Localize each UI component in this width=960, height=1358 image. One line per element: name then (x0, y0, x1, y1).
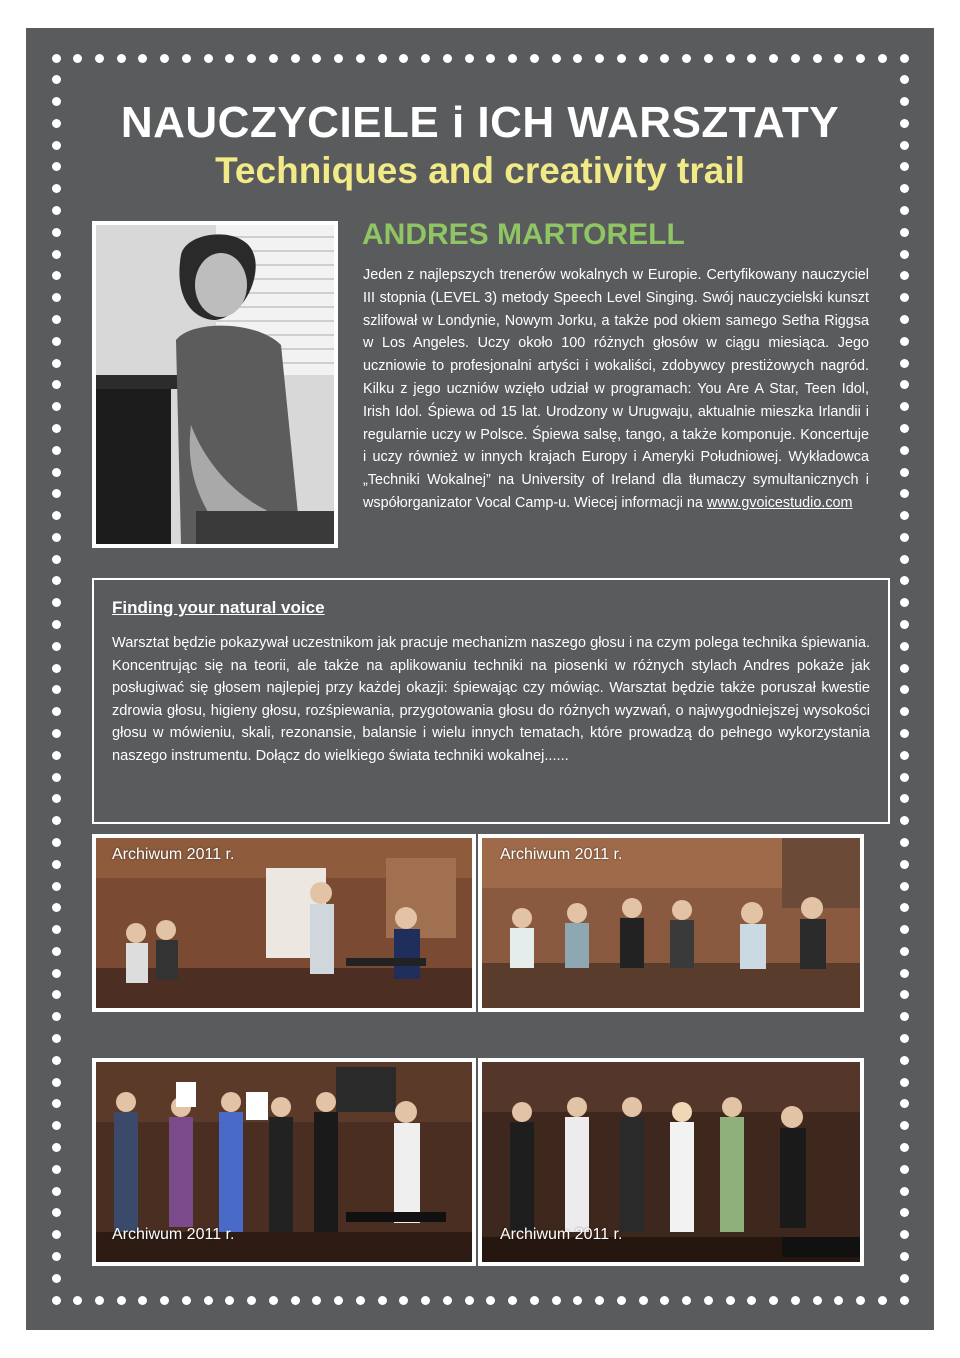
border-dot (900, 707, 909, 716)
page-subtitle: Techniques and creativity trail (215, 150, 745, 191)
border-dot (900, 838, 909, 847)
border-dot (52, 620, 61, 629)
border-dot (52, 1121, 61, 1130)
border-dot (573, 1296, 582, 1305)
border-dot (834, 54, 843, 63)
border-dot (52, 380, 61, 389)
border-dot (747, 1296, 756, 1305)
border-dot (900, 990, 909, 999)
border-dot (900, 1230, 909, 1239)
border-dot (900, 598, 909, 607)
border-dot (900, 947, 909, 956)
border-dot (900, 250, 909, 259)
border-dot (900, 882, 909, 891)
border-dot (900, 969, 909, 978)
border-dot (52, 664, 61, 673)
border-dot (95, 1296, 104, 1305)
teacher-name: ANDRES MARTORELL (362, 218, 685, 251)
photo-caption-3: Archiwum 2011 r. (112, 1226, 235, 1243)
border-dot (465, 54, 474, 63)
border-dot (52, 1252, 61, 1261)
border-dot (247, 1296, 256, 1305)
border-dot (269, 54, 278, 63)
border-dot (900, 685, 909, 694)
border-dot (595, 1296, 604, 1305)
border-dot (182, 1296, 191, 1305)
border-dot (900, 1078, 909, 1087)
border-dot (52, 359, 61, 368)
border-dot (813, 1296, 822, 1305)
border-dot (291, 54, 300, 63)
workshop-title: Finding your natural voice (112, 598, 325, 617)
border-dot (791, 54, 800, 63)
border-dot (160, 1296, 169, 1305)
border-dot (617, 54, 626, 63)
border-dot (52, 555, 61, 564)
border-dot (900, 576, 909, 585)
border-dot (52, 882, 61, 891)
photo-caption-2: Archiwum 2011 r. (500, 846, 623, 863)
border-dot (900, 380, 909, 389)
border-dot (465, 1296, 474, 1305)
border-dot (900, 424, 909, 433)
border-dot (900, 664, 909, 673)
border-dot (508, 54, 517, 63)
border-dot (530, 1296, 539, 1305)
border-dot (52, 1274, 61, 1283)
border-dot (312, 54, 321, 63)
border-dot (813, 54, 822, 63)
workshop-description: Warsztat będzie pokazywał uczestnikom jak pracuje mechanizm naszego głosu i na czym polega technika śpiewania. Koncentrując się na teorii, ale także na aplikowaniu techniki na piosenki w różnych stylach Andres pokaże jak posługiwać się głosem najlepiej przy każdej okazji: śpiewając czy mówiąc. Warsztat będzie także poruszał kwestie zdrowia głosu, higieny głosu, rozśpiewania, przygotowania głosu do różnych wyzwań, o najwygodniejszej wysokości głosu w mówieniu, skali, rezonansie, balansie i wielu innych tematach, które prowadzą do pełnego wykorzystania naszego instrumentu. Dołącz do wielkiego świata techniki wokalnej...... (112, 635, 870, 764)
border-dot (900, 206, 909, 215)
border-dot (52, 794, 61, 803)
border-dot (52, 1099, 61, 1108)
teacher-portrait (92, 221, 338, 548)
border-dot (52, 751, 61, 760)
border-dot (52, 1012, 61, 1021)
border-dot (52, 468, 61, 477)
border-dot (52, 773, 61, 782)
border-dot (52, 337, 61, 346)
border-dot (52, 1230, 61, 1239)
border-dot (334, 54, 343, 63)
border-dot (856, 54, 865, 63)
border-dot (900, 1034, 909, 1043)
photo-caption-1: Archiwum 2011 r. (112, 846, 235, 863)
border-dot (378, 54, 387, 63)
border-dot (486, 54, 495, 63)
border-dot (900, 1121, 909, 1130)
border-dot (52, 1143, 61, 1152)
border-dot (900, 228, 909, 237)
border-dot (52, 969, 61, 978)
border-dot (900, 1208, 909, 1217)
border-dot (52, 642, 61, 651)
border-dot (117, 54, 126, 63)
border-dot (617, 1296, 626, 1305)
website-link[interactable]: www.gvoicestudio.com (706, 494, 853, 511)
border-dot (900, 271, 909, 280)
border-dot (52, 860, 61, 869)
border-dot (900, 337, 909, 346)
border-dot (900, 729, 909, 738)
border-dot (530, 54, 539, 63)
border-dot (856, 1296, 865, 1305)
border-dot (900, 555, 909, 564)
border-dot (421, 1296, 430, 1305)
border-dot (900, 359, 909, 368)
border-dot (312, 1296, 321, 1305)
border-dot (52, 1208, 61, 1217)
workshop-box (92, 578, 890, 824)
border-dot (900, 54, 909, 63)
border-dot (52, 54, 61, 63)
border-dot (52, 315, 61, 324)
border-dot (900, 642, 909, 651)
border-dot (900, 860, 909, 869)
border-dot (204, 54, 213, 63)
border-dot (900, 1012, 909, 1021)
border-dot (900, 1274, 909, 1283)
border-dot (52, 250, 61, 259)
border-dot (52, 1056, 61, 1065)
border-dot (52, 424, 61, 433)
teacher-bio (363, 264, 869, 515)
border-dot (52, 228, 61, 237)
border-dot (182, 54, 191, 63)
border-dot (900, 1165, 909, 1174)
border-dot (52, 1078, 61, 1087)
page-panel (26, 28, 934, 1330)
border-dot (791, 1296, 800, 1305)
border-dot (52, 1165, 61, 1174)
border-dot (704, 54, 713, 63)
border-dot (52, 271, 61, 280)
border-dot (900, 773, 909, 782)
border-dot (73, 1296, 82, 1305)
border-dot (160, 54, 169, 63)
border-dot (225, 54, 234, 63)
border-dot (900, 1187, 909, 1196)
border-dot (356, 1296, 365, 1305)
border-dot (52, 293, 61, 302)
border-dot (552, 54, 561, 63)
border-dot (900, 489, 909, 498)
border-dot (900, 751, 909, 760)
border-dot (878, 1296, 887, 1305)
border-dot (52, 707, 61, 716)
border-dot (682, 54, 691, 63)
border-dot (73, 54, 82, 63)
border-dot (595, 54, 604, 63)
border-dot (52, 1296, 61, 1305)
border-dot (52, 838, 61, 847)
border-dot (52, 576, 61, 585)
border-dot (356, 54, 365, 63)
border-dot (52, 1187, 61, 1196)
border-dot (900, 402, 909, 411)
border-dot (682, 1296, 691, 1305)
border-dot (639, 1296, 648, 1305)
border-dot (900, 1252, 909, 1261)
border-dot (52, 75, 61, 84)
border-dot (334, 1296, 343, 1305)
border-dot (52, 925, 61, 934)
border-dot (900, 75, 909, 84)
border-dot (552, 1296, 561, 1305)
border-dot (52, 947, 61, 956)
border-dot (900, 1296, 909, 1305)
border-dot (769, 54, 778, 63)
border-dot (52, 533, 61, 542)
border-dot (900, 816, 909, 825)
border-dot (900, 1056, 909, 1065)
border-dot (660, 54, 669, 63)
border-dot (291, 1296, 300, 1305)
border-dot (900, 620, 909, 629)
border-dot (900, 511, 909, 520)
border-dot (52, 990, 61, 999)
border-dot (399, 54, 408, 63)
border-dot (95, 54, 104, 63)
page-title: NAUCZYCIELE i ICH WARSZTATY (120, 98, 840, 147)
border-dot (52, 489, 61, 498)
border-dot (138, 1296, 147, 1305)
border-dot (900, 468, 909, 477)
border-dot (900, 293, 909, 302)
border-dot (639, 54, 648, 63)
border-dot (443, 1296, 452, 1305)
border-dot (52, 903, 61, 912)
border-dot (225, 1296, 234, 1305)
border-dot (834, 1296, 843, 1305)
border-dot (269, 1296, 278, 1305)
border-dot (878, 54, 887, 63)
bio-text: Jeden z najlepszych trenerów wokalnych w Europie. Certyfikowany nauczyciel III stopnia (LEVEL 3) metody Speech Level Singing. Swój nauczycielski kunszt szlifował w Londynie, Nowym Jorku, a także pod okiem samego Setha Riggsa w Los Angeles. Uczy około 100 różnych głosów w ciągu miesiąca. Jego uczniowie to profesjonalni artyści i wokaliści, zdobywcy prestiżowych nagród. Kilku z jego uczniów wzięło udział w programach: You Are A Star, Teen Idol, Irish Idol. Śpiewa od 15 lat. Urodzony w Urugwaju, aktualnie mieszka Irlandii i regularnie uczy w Polsce. Śpiewa salsę, tango, a także komponuje. Koncertuje i uczy również w innych krajach Europy i Ameryki Południowej. Wykładowca „Techniki Wokalnej” na University of Ireland dla tłumaczy symultanicznych i współorganizator Vocal Camp-u. Wiecej informacji na (363, 267, 869, 511)
border-dot (421, 54, 430, 63)
border-dot (660, 1296, 669, 1305)
border-dot (704, 1296, 713, 1305)
border-dot (247, 54, 256, 63)
border-dot (486, 1296, 495, 1305)
border-dot (508, 1296, 517, 1305)
border-dot (52, 206, 61, 215)
border-dot (52, 1034, 61, 1043)
border-dot (726, 54, 735, 63)
border-dot (900, 794, 909, 803)
border-dot (900, 315, 909, 324)
border-dot (204, 1296, 213, 1305)
border-dot (138, 54, 147, 63)
border-dot (726, 1296, 735, 1305)
border-dot (52, 511, 61, 520)
photo-caption-4: Archiwum 2011 r. (500, 1226, 623, 1243)
border-dot (399, 1296, 408, 1305)
border-dot (900, 925, 909, 934)
border-dot (769, 1296, 778, 1305)
portrait-image (96, 225, 334, 544)
border-dot (900, 446, 909, 455)
border-dot (900, 903, 909, 912)
border-dot (117, 1296, 126, 1305)
border-dot (52, 402, 61, 411)
border-dot (378, 1296, 387, 1305)
border-dot (573, 54, 582, 63)
border-dot (52, 816, 61, 825)
border-dot (52, 685, 61, 694)
border-dot (443, 54, 452, 63)
border-dot (52, 446, 61, 455)
border-dot (52, 598, 61, 607)
border-dot (52, 729, 61, 738)
border-dot (747, 54, 756, 63)
border-dot (900, 1143, 909, 1152)
border-dot (900, 1099, 909, 1108)
border-dot (900, 533, 909, 542)
